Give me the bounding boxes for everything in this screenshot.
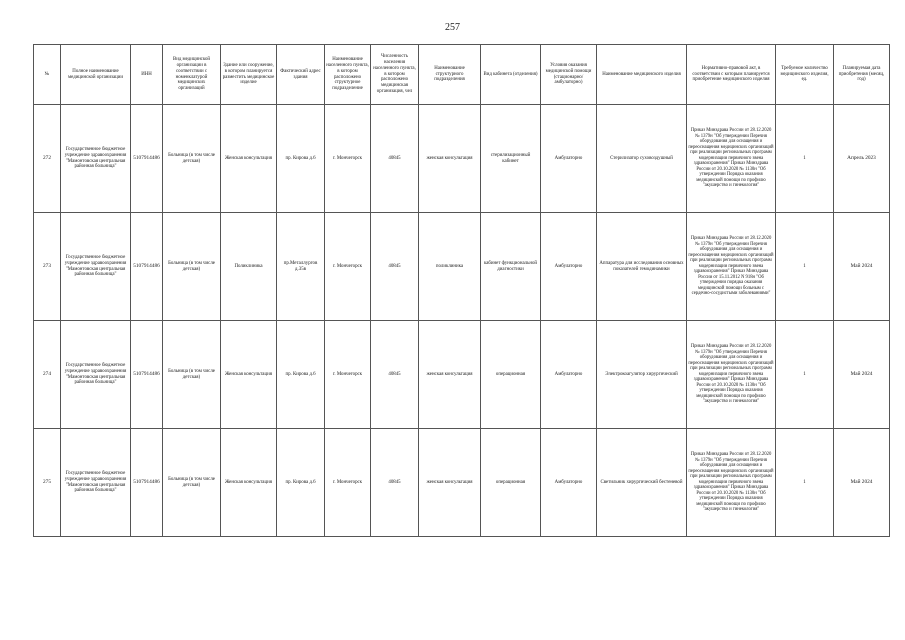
legal-act-cell: Приказ Минздрава России от 28.12.2020 № 1379н "Об утверждении Перечня оборудования для оснащения и переоснащения медицинских организаций при реализации региональных программ модернизации первичного звена здравоохранения" Приказ Минздрава России от 15.11.2012 N 918н "Об утверждении порядка оказания медицинской помощи больным с сердечно-сосудистыми заболеваниями" (687, 213, 776, 321)
inn-cell: 5107914486 (131, 321, 163, 429)
inn-cell: 5107914486 (131, 213, 163, 321)
cabinet-cell: операционная (481, 321, 541, 429)
conditions-cell: Амбулаторно (541, 105, 597, 213)
population-cell: 40845 (371, 213, 419, 321)
column-header-legal-act: Нормативно-правовой акт, в соответствии с которым планируется приобретение медицинского изделия (687, 45, 776, 105)
purchase-date-cell: Апрель 2023 (834, 105, 890, 213)
cabinet-cell: операционная (481, 429, 541, 537)
row-number: 275 (34, 429, 61, 537)
column-header-org-name: Полное наименование медицинской организации (61, 45, 131, 105)
page-number: 257 (445, 22, 460, 33)
org-type-cell: Больница (в том числе детская) (163, 429, 221, 537)
column-header-population: Численность населения населенного пункта, в котором расположено медицинская организация, чел (371, 45, 419, 105)
building-cell: Женская консультация (221, 429, 277, 537)
legal-act-cell: Приказ Минздрава России от 28.12.2020 № 1379н "Об утверждении Перечня оборудования для оснащения и переоснащения медицинских организаций при реализации региональных программ модернизации первичного звена здравоохранения" Приказ Минздрава России от 20.10.2020 № 1130н "Об утверждении Порядка оказания медицинской помощи по профилю "акушерство и гинекология" (687, 321, 776, 429)
org-name-cell: Государственное бюджетное учреждение здравоохранения "Мамонтовская центральная районная больница" (61, 213, 131, 321)
table-header-row (34, 45, 890, 105)
legal-act-cell: Приказ Минздрава России от 28.12.2020 № 1379н "Об утверждении Перечня оборудования для оснащения и переоснащения медицинских организаций при реализации региональных программ модернизации первичного звена здравоохранения" Приказ Минздрава России от 20.10.2020 № 1130н "Об утверждении Порядка оказания медицинской помощи по профилю "акушерство и гинекология" (687, 105, 776, 213)
column-header-number: № (34, 45, 61, 105)
org-name-cell: Государственное бюджетное учреждение здравоохранения "Мамонтовская центральная районная больница" (61, 429, 131, 537)
building-cell: Женская консультация (221, 321, 277, 429)
locality-cell: г. Мончегорск (325, 213, 371, 321)
column-header-cabinet: Вид кабинета (отделения) (481, 45, 541, 105)
locality-cell: г. Мончегорск (325, 429, 371, 537)
unit-cell: женская консультация (419, 429, 481, 537)
org-type-cell: Больница (в том числе детская) (163, 105, 221, 213)
conditions-cell: Амбулаторно (541, 429, 597, 537)
quantity-cell: 1 (776, 105, 834, 213)
building-cell: Поликлиника (221, 213, 277, 321)
quantity-cell: 1 (776, 429, 834, 537)
table-row (34, 429, 890, 537)
table-row (34, 321, 890, 429)
purchase-date-cell: Май 2024 (834, 213, 890, 321)
address-cell: пр. Кирова д.6 (277, 429, 325, 537)
building-cell: Женская консультация (221, 105, 277, 213)
unit-cell: женская консультация (419, 105, 481, 213)
column-header-inn: ИНН (131, 45, 163, 105)
row-number: 272 (34, 105, 61, 213)
device-cell: Светильник хирургический бестеневой (597, 429, 687, 537)
column-header-device: Наименование медицинского изделия (597, 45, 687, 105)
column-header-building: Здание или сооружение, в котором планируется разместить медицинское изделие (221, 45, 277, 105)
unit-cell: женская консультация (419, 321, 481, 429)
address-cell: пр.Металлургов д.35в (277, 213, 325, 321)
column-header-locality: Наименование населенного пункта, в котором расположено структурное подразделение (325, 45, 371, 105)
column-header-address: Фактический адрес здания (277, 45, 325, 105)
org-type-cell: Больница (в том числе детская) (163, 321, 221, 429)
table-row (34, 213, 890, 321)
org-name-cell: Государственное бюджетное учреждение здравоохранения "Мамонтовская центральная районная больница" (61, 321, 131, 429)
device-cell: Аппаратура для исследования основных показателей гемодинамики (597, 213, 687, 321)
population-cell: 40845 (371, 321, 419, 429)
quantity-cell: 1 (776, 321, 834, 429)
conditions-cell: Амбулаторно (541, 213, 597, 321)
row-number: 273 (34, 213, 61, 321)
table-row (34, 105, 890, 213)
column-header-unit: Наименование структурного подразделения (419, 45, 481, 105)
address-cell: пр. Кирова д.6 (277, 105, 325, 213)
locality-cell: г. Мончегорск (325, 321, 371, 429)
locality-cell: г. Мончегорск (325, 105, 371, 213)
column-header-quantity: Требуемое количество медицинского изделия, ед. (776, 45, 834, 105)
row-number: 274 (34, 321, 61, 429)
unit-cell: поликлиника (419, 213, 481, 321)
population-cell: 40845 (371, 105, 419, 213)
device-cell: Стерилизатор суховоздушный (597, 105, 687, 213)
legal-act-cell: Приказ Минздрава России от 28.12.2020 № 1379н "Об утверждении Перечня оборудования для оснащения и переоснащения медицинских организаций при реализации региональных программ модернизации первичного звена здравоохранения" Приказ Минздрава России от 20.10.2020 № 1130н "Об утверждении Порядка оказания медицинской помощи по профилю "акушерство и гинекология" (687, 429, 776, 537)
cabinet-cell: стерилизационный кабинет (481, 105, 541, 213)
column-header-conditions: Условия оказания медицинской помощи (стационарно/ амбулаторно) (541, 45, 597, 105)
column-header-org-type: Вид медицинской организации в соответствии с номенклатурой медицинских организаций (163, 45, 221, 105)
purchase-date-cell: Май 2024 (834, 321, 890, 429)
quantity-cell: 1 (776, 213, 834, 321)
inn-cell: 5107914486 (131, 429, 163, 537)
population-cell: 40845 (371, 429, 419, 537)
column-header-purchase-date: Планируемая дата приобретения (месяц, год) (834, 45, 890, 105)
org-name-cell: Государственное бюджетное учреждение здравоохранения "Мамонтовская центральная районная больница" (61, 105, 131, 213)
cabinet-cell: кабинет функциональной диагностики (481, 213, 541, 321)
device-cell: Электрокоагулятор хирургический (597, 321, 687, 429)
address-cell: пр. Кирова д.6 (277, 321, 325, 429)
purchase-date-cell: Май 2024 (834, 429, 890, 537)
inn-cell: 5107914486 (131, 105, 163, 213)
org-type-cell: Больница (в том числе детская) (163, 213, 221, 321)
equipment-register-table (33, 44, 890, 537)
conditions-cell: Амбулаторно (541, 321, 597, 429)
